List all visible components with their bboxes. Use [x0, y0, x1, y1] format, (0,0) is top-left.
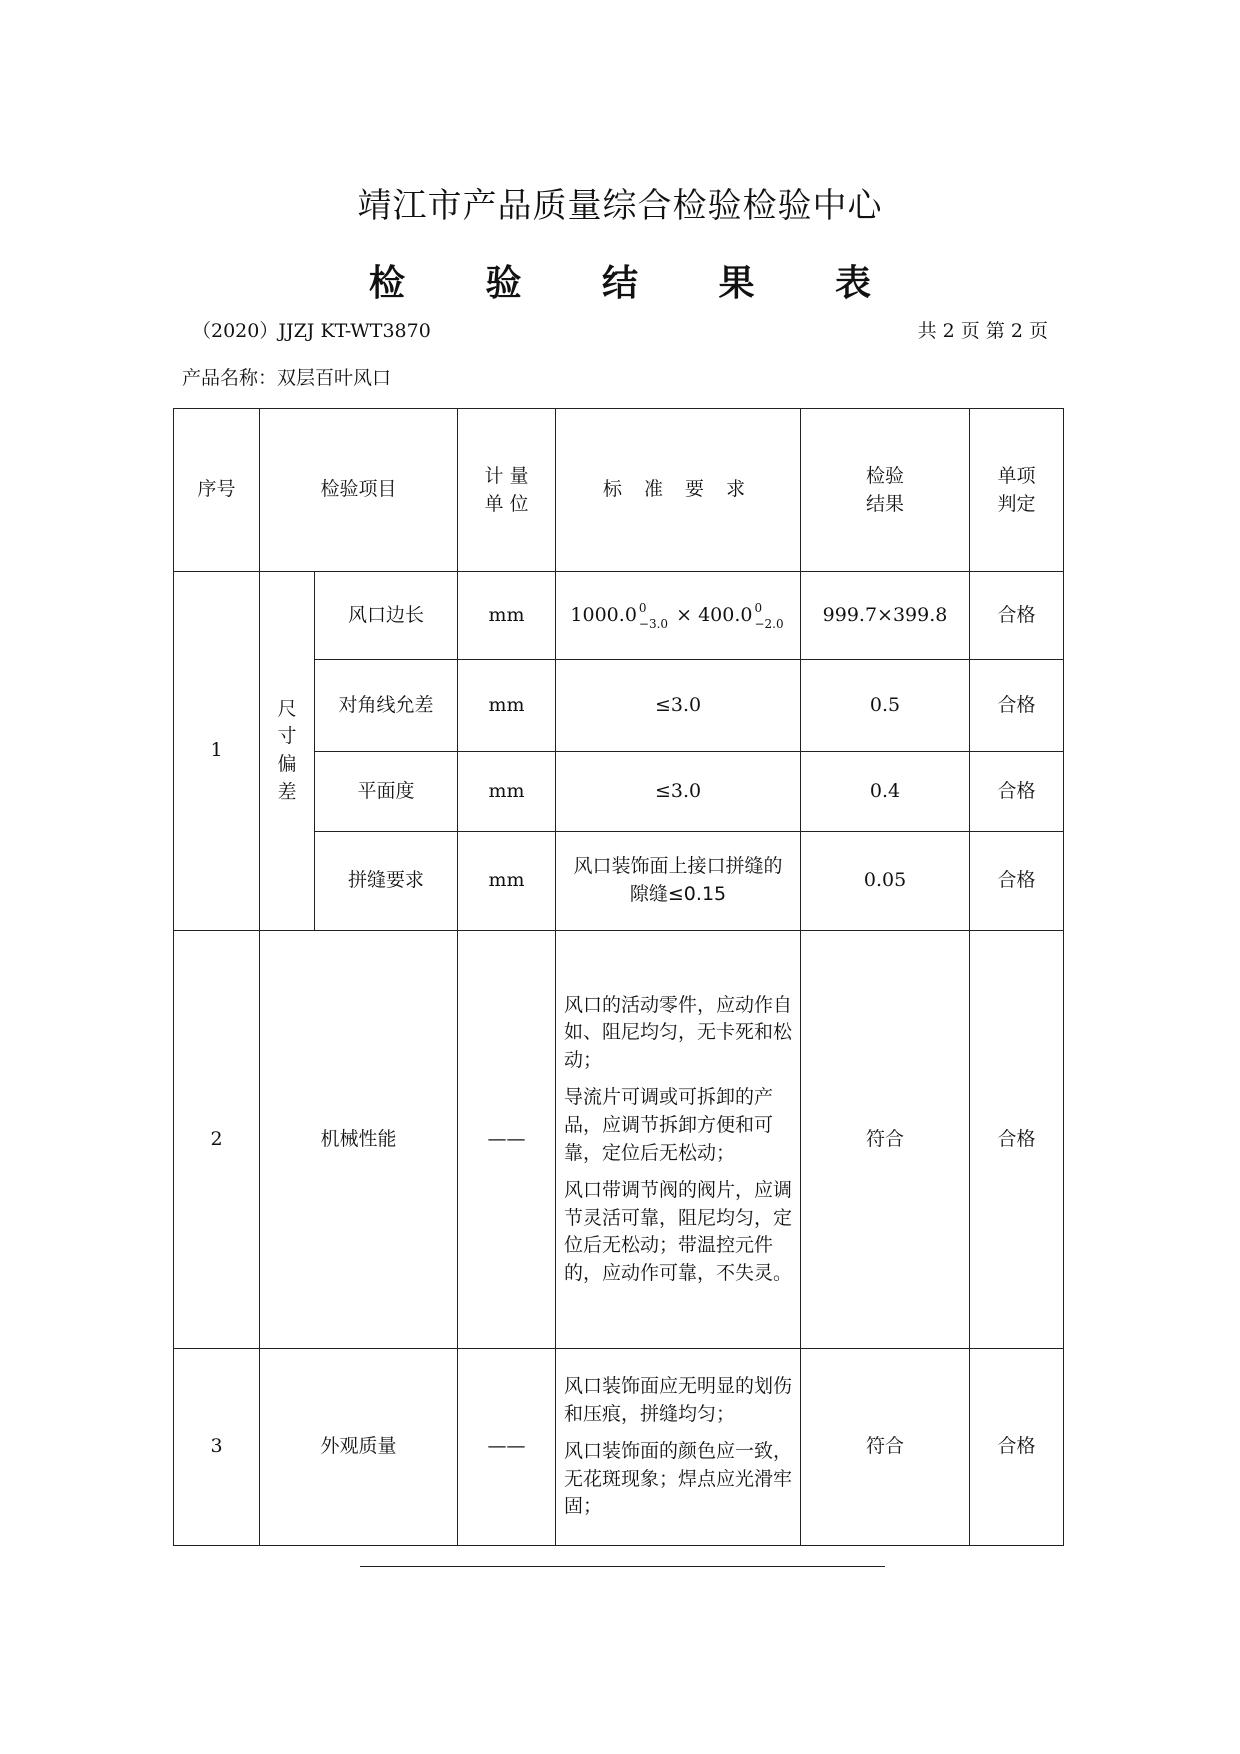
row1-group	[260, 572, 315, 931]
row2-standard-text	[556, 992, 800, 1287]
standard-clause: 导流片可调或可拆卸的产品，应调节拆卸方便和可靠，定位后无松动；	[564, 1086, 774, 1164]
standard-clause: 风口带调节阀的阀片，应调节灵活可靠，阻尼均匀，定位后无松动；带温控元件的，应动作可靠，不失灵。	[564, 1179, 793, 1284]
standard-clause: 风口装饰面应无明显的划伤和压痕，拼缝均匀；	[564, 1375, 793, 1425]
table-row	[174, 931, 1064, 1349]
row3-seq: 3	[174, 1349, 260, 1546]
row2-judgement: 合格	[970, 931, 1064, 1349]
col-judgement: 单项 判定	[970, 409, 1064, 572]
row2-seq: 2	[174, 931, 260, 1349]
std-a-tolerance: 0 −3.0	[638, 600, 669, 631]
subitem-name: 对角线允差	[315, 660, 458, 752]
col-result: 检验 结果	[801, 409, 970, 572]
subitem-judgement: 合格	[970, 572, 1064, 660]
subitem-name: 拼缝要求	[315, 832, 458, 931]
subitem-judgement: 合格	[970, 832, 1064, 931]
doc-title: 检 验 结 果 表	[368, 263, 906, 304]
std-b-tolerance: 0 −2.0	[754, 600, 784, 631]
subitem-name: 风口边长	[315, 572, 458, 660]
org-title: 靖江市产品质量综合检验检验中心	[357, 186, 883, 226]
row1-seq: 1	[174, 572, 260, 931]
report-number: （2020）JJZJ KT-WT3870	[192, 320, 431, 342]
subitem-judgement: 合格	[970, 752, 1064, 832]
group-char: 寸	[277, 725, 297, 748]
subitem-name: 平面度	[315, 752, 458, 832]
product-label: 产品名称：	[182, 367, 278, 389]
std-b-base: 400.0	[698, 603, 753, 626]
row3-standard-text	[556, 1373, 800, 1521]
row2-unit: ——	[458, 931, 556, 1349]
col-unit: 计 量 单 位	[458, 409, 556, 572]
group-char: 差	[277, 780, 297, 803]
row2-standard	[556, 931, 801, 1349]
col-item: 检验项目	[260, 409, 458, 572]
row2-item: 机械性能	[260, 931, 458, 1349]
subitem-unit: mm	[458, 572, 556, 660]
group-char: 偏	[277, 753, 297, 775]
row1-group-chars	[276, 696, 298, 806]
subitem-result: 999.7×399.8	[801, 572, 970, 660]
subitem-result: 0.05	[801, 832, 970, 931]
col-seq: 序号	[174, 409, 260, 572]
subitem-judgement: 合格	[970, 660, 1064, 752]
subitem-unit: mm	[458, 752, 556, 832]
std-times: ×	[676, 603, 693, 626]
row3-item: 外观质量	[260, 1349, 458, 1546]
header-row	[174, 409, 1064, 572]
subitem-unit: mm	[458, 660, 556, 752]
standard-clause: 风口的活动零件，应动作自如、阻尼均匀，无卡死和松动；	[564, 993, 793, 1071]
table-row	[174, 572, 1064, 660]
subitem-standard	[556, 572, 801, 660]
row2-result: 符合	[801, 931, 970, 1349]
row3-unit: ——	[458, 1349, 556, 1546]
row3-judgement: 合格	[970, 1349, 1064, 1546]
row3-standard	[556, 1349, 801, 1546]
end-divider	[360, 1566, 885, 1567]
results-table	[173, 408, 1064, 1546]
standard-clause: 风口装饰面的颜色应一致，无花斑现象；焊点应光滑牢固；	[564, 1440, 793, 1518]
subitem-result: 0.4	[801, 752, 970, 832]
subitem-standard: ≤3.0	[556, 752, 801, 832]
subitem-unit: mm	[458, 832, 556, 931]
product-name: 双层百叶风口	[277, 367, 392, 389]
row3-result: 符合	[801, 1349, 970, 1546]
group-char: 尺	[277, 697, 297, 720]
subitem-result: 0.5	[801, 660, 970, 752]
subitem-standard: ≤3.0	[556, 660, 801, 752]
std-a-base: 1000.0	[570, 603, 637, 626]
product-line	[182, 363, 391, 390]
table-row	[174, 1349, 1064, 1546]
subitem-standard: 风口装饰面上接口拼缝的隙缝≤0.15	[556, 832, 801, 931]
page-info: 共 2 页 第 2 页	[917, 320, 1048, 342]
col-standard: 标 准 要 求	[556, 409, 801, 572]
